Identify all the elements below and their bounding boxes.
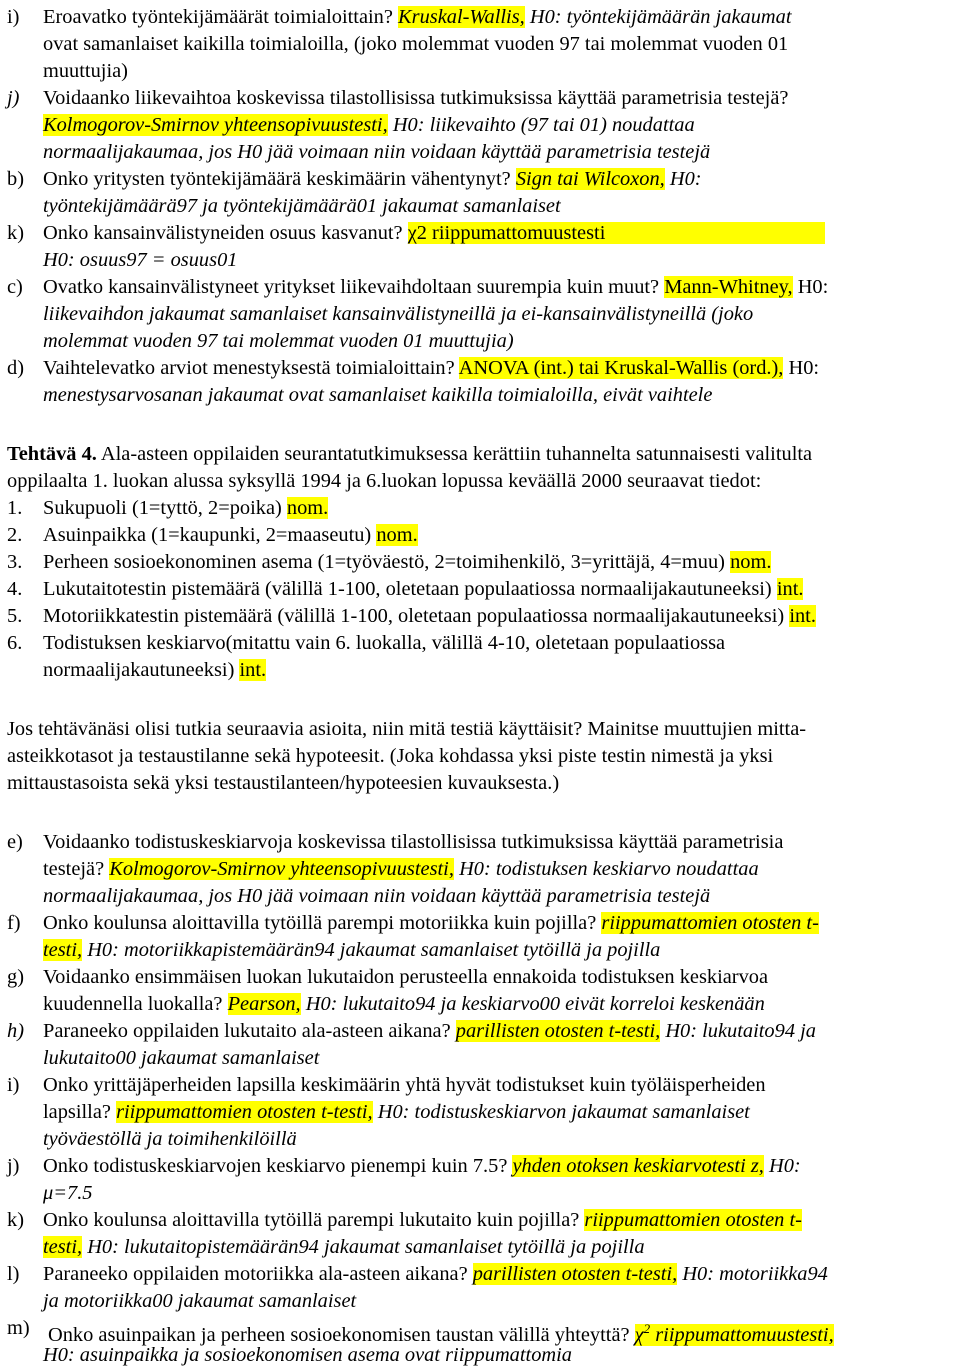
- question-text: Vaihtelevatko arviot menestyksestä toimialoittain?: [43, 357, 455, 379]
- hypothesis-text: molemmat vuoden 97 tai molemmat vuoden 01 muuttujia): [43, 330, 514, 352]
- instructions-text: Jos tehtävänäsi olisi tutkia seuraavia asioita, niin mitä testiä käyttäisit? Mainitse muuttujien mitta-: [7, 718, 807, 740]
- intro-text: oppilaalta 1. luokan alussa syksyllä 1994 ja 6.luokan lopussa keväällä 2000 seuraavat tiedot:: [7, 470, 762, 492]
- variable-text: Lukutaitotestin pistemäärä (välillä 1-100, oletetaan populaatiossa normaalijakautuneeksi): [43, 578, 772, 600]
- hypothesis-text: H0: todistuksen keskiarvo noudattaa: [459, 858, 759, 880]
- test-answer: testi,: [43, 939, 83, 961]
- hypothesis-text: menestysarvosanan jakaumat ovat samanlaiset kaikilla toimialoilla, eivät vaihtele: [43, 384, 713, 406]
- question-text: testejä?: [43, 858, 105, 880]
- item-label: m): [7, 1317, 30, 1339]
- item-label: j): [7, 87, 20, 109]
- item-label: d): [7, 357, 24, 379]
- hypothesis-text: H0: lukutaito94 ja keskiarvo00 eivät korreloi keskenään: [305, 993, 765, 1015]
- question-text: Onko todistuskeskiarvojen keskiarvo pienempi kuin 7.5?: [43, 1155, 508, 1177]
- test-answer: riippumattomien otosten t-: [601, 912, 819, 934]
- test-answer: ANOVA (int.) tai Kruskal-Wallis (ord.),: [458, 357, 784, 379]
- hypothesis-text: normaalijakaumaa, jos H0 jää voimaan niin voidaan käyttää parametrisia testejä: [43, 885, 711, 907]
- hypothesis-text: liikevaihdon jakaumat samanlaiset kansainvälistyneillä ja ei-kansainvälistyneillä (joko: [43, 303, 754, 325]
- question-text: Onko koulunsa aloittavilla tytöillä parempi lukutaito kuin pojilla?: [43, 1209, 580, 1231]
- question-text: Onko yritysten työntekijämäärä keskimäärin vähentynyt?: [43, 168, 511, 190]
- question-text: kuudennella luokalla?: [43, 993, 223, 1015]
- measurement-level: nom.: [730, 551, 772, 573]
- variable-item: [7, 576, 804, 603]
- variable-item: [7, 630, 726, 657]
- variable-text: Todistuksen keskiarvo(mitattu vain 6. luokalla, välillä 4-10, oletetaan populaatiossa: [43, 632, 726, 654]
- variable-text: Perheen sosioekonominen asema (1=työväestö, 2=toimihenkilö, 3=yrittäjä, 4=muu): [43, 551, 725, 573]
- hypothesis-text: muuttujia): [43, 60, 128, 82]
- item-label: c): [7, 276, 23, 298]
- variable-text: normaalijakautuneeksi): [43, 659, 235, 681]
- item-label: i): [7, 6, 20, 28]
- item-label: f): [7, 912, 21, 934]
- test-answer: Kruskal-Wallis,: [398, 6, 525, 28]
- hypothesis-text: H0: työntekijämäärän jakaumat: [529, 6, 792, 28]
- task-heading: Tehtävä 4.: [7, 443, 97, 465]
- hypothesis-text: H0: asuinpaikka ja sosioekonomisen asema ovat riippumattomia: [43, 1344, 572, 1366]
- hypothesis-text: μ=7.5: [43, 1182, 93, 1204]
- intro-text: Ala-asteen oppilaiden seurantatutkimuksessa kerättiin tuhannelta satunnaisesti valitulta: [100, 443, 813, 465]
- hypothesis-text: H0:: [769, 1155, 801, 1177]
- hypothesis-text: lukutaito00 jakaumat samanlaiset: [43, 1047, 320, 1069]
- hypothesis-text: H0: liikevaihto (97 tai 01) noudattaa: [392, 114, 695, 136]
- variable-number: 6.: [7, 632, 23, 654]
- instructions-text: mittaustasoista sekä yksi testaustilanteen/hypoteesien kuvauksesta.): [7, 772, 560, 794]
- test-answer: Pearson,: [227, 993, 301, 1015]
- variable-number: 2.: [7, 524, 23, 546]
- measurement-level: int.: [239, 659, 267, 681]
- measurement-level: nom.: [286, 497, 329, 519]
- measurement-level: nom.: [376, 524, 418, 546]
- instructions-text: asteikkotasot ja testaustilanne sekä hypoteesit. (Joka kohdassa yksi piste testin nimestä ja yksi: [7, 745, 774, 767]
- question-text: Paraneeko oppilaiden lukutaito ala-asteen aikana?: [43, 1020, 451, 1042]
- item-label: k): [7, 1209, 24, 1231]
- hypothesis-text: työntekijämäärä97 ja työntekijämäärä01 jakaumat samanlaiset: [43, 195, 561, 217]
- test-answer: Kolmogorov-Smirnov yhteensopivuustesti,: [109, 858, 454, 880]
- item-i-line-1: [7, 4, 792, 31]
- item-label: k): [7, 222, 24, 244]
- hypothesis-text: H0: motoriikkapistemäärän94 jakaumat samanlaiset tytöillä ja pojilla: [87, 939, 661, 961]
- hypothesis-text: H0:: [669, 168, 702, 190]
- test-answer: riippumattomien otosten t-: [584, 1209, 802, 1231]
- variable-text: Asuinpaikka (1=kaupunki, 2=maaseutu): [43, 524, 372, 546]
- item-label: i): [7, 1074, 20, 1096]
- variable-item: [7, 603, 816, 630]
- question-text: Voidaanko todistuskeskiarvoja koskevissa tilastollisissa tutkimuksissa käyttää parametrisia: [43, 831, 784, 853]
- question-text: Onko yrittäjäperheiden lapsilla keskimäärin yhtä hyvät todistukset kuin työläisperheiden: [43, 1074, 766, 1096]
- test-answer: parillisten otosten t-testi,: [455, 1020, 661, 1042]
- question-text: Eroavatko työntekijämäärät toimialoittain?: [43, 6, 393, 28]
- test-answer: yhden otoksen keskiarvotesti z,: [512, 1155, 764, 1177]
- test-answer: $\chi^2$ riippumattomuustesti,: [634, 1321, 834, 1346]
- hypothesis-text: H0:: [788, 357, 820, 379]
- question-text: Onko asuinpaikan ja perheen sosioekonomisen taustan välillä yhteyttä?: [48, 1323, 630, 1346]
- hypothesis-text: H0: osuus97 = osuus01: [43, 249, 238, 271]
- item-j-line-1: [7, 85, 19, 112]
- item-label: e): [7, 831, 23, 853]
- question-text: Voidaanko liikevaihtoa koskevissa tilastollisissa tutkimuksissa käyttää parametrisia testejä?: [43, 87, 789, 109]
- hypothesis-text: työväestöllä ja toimihenkilöillä: [43, 1128, 297, 1150]
- test-answer: testi,: [43, 1236, 83, 1258]
- hypothesis-text: H0: lukutaitopistemäärän94 jakaumat samanlaiset tytöillä ja pojilla: [87, 1236, 645, 1258]
- variable-number: 4.: [7, 578, 23, 600]
- hypothesis-text: normaalijakaumaa, jos H0 jää voimaan niin voidaan käyttää parametrisia testejä: [43, 141, 711, 163]
- chi-superscript: 2: [643, 1321, 651, 1336]
- variable-item: [7, 522, 418, 549]
- test-answer: Kolmogorov-Smirnov yhteensopivuustesti,: [43, 114, 388, 136]
- item-label: j): [7, 1155, 20, 1177]
- test-answer: riippumattomien otosten t-testi,: [116, 1101, 373, 1123]
- question-text: Ovatko kansainvälistyneet yritykset liikevaihdoltaan suurempia kuin muut?: [43, 276, 660, 298]
- hypothesis-text: H0: lukutaito94 ja: [665, 1020, 816, 1042]
- chi-symbol: χ: [634, 1323, 644, 1346]
- item-label: b): [7, 168, 24, 190]
- measurement-level: int.: [776, 578, 804, 600]
- test-answer: Mann-Whitney,: [664, 276, 793, 298]
- variable-item: [7, 549, 772, 576]
- question-text: Voidaanko ensimmäisen luokan lukutaidon perusteella ennakoida todistuksen keskiarvoa: [43, 966, 769, 988]
- question-text: Onko koulunsa aloittavilla tytöillä parempi motoriikka kuin pojilla?: [43, 912, 597, 934]
- variable-text: Motoriikkatestin pistemäärä (välillä 1-100, oletetaan populaatiossa normaalijakautuneeksi): [43, 605, 785, 627]
- question-text: Paraneeko oppilaiden motoriikka ala-asteen aikana?: [43, 1263, 468, 1285]
- test-answer: parillisten otosten t-testi,: [472, 1263, 678, 1285]
- hypothesis-text: H0: motoriikka94: [682, 1263, 828, 1285]
- item-label: g): [7, 966, 24, 988]
- hypothesis-text: ja motoriikka00 jakaumat samanlaiset: [43, 1290, 357, 1312]
- item-label: h): [7, 1020, 24, 1042]
- variable-text: Sukupuoli (1=tyttö, 2=poika): [43, 497, 282, 519]
- test-answer: Sign tai Wilcoxon,: [515, 168, 665, 190]
- question-text: lapsilla?: [43, 1101, 111, 1123]
- variable-number: 3.: [7, 551, 23, 573]
- item-label: l): [7, 1263, 20, 1285]
- variable-number: 5.: [7, 605, 23, 627]
- hypothesis-text: H0:: [797, 276, 829, 298]
- task-intro: [7, 441, 812, 468]
- question-text: Onko kansainvälistyneiden osuus kasvanut?: [43, 222, 403, 244]
- variable-item: [7, 495, 329, 522]
- hypothesis-text: H0: todistuskeskiarvon jakaumat samanlaiset: [377, 1101, 750, 1123]
- measurement-level: int.: [789, 605, 816, 627]
- variable-number: 1.: [7, 497, 23, 519]
- test-answer: χ2 riippumattomuustesti: [408, 222, 826, 244]
- hypothesis-text: ovat samanlaiset kaikilla toimialoilla, (joko molemmat vuoden 97 tai molemmat vuoden 01: [43, 33, 789, 55]
